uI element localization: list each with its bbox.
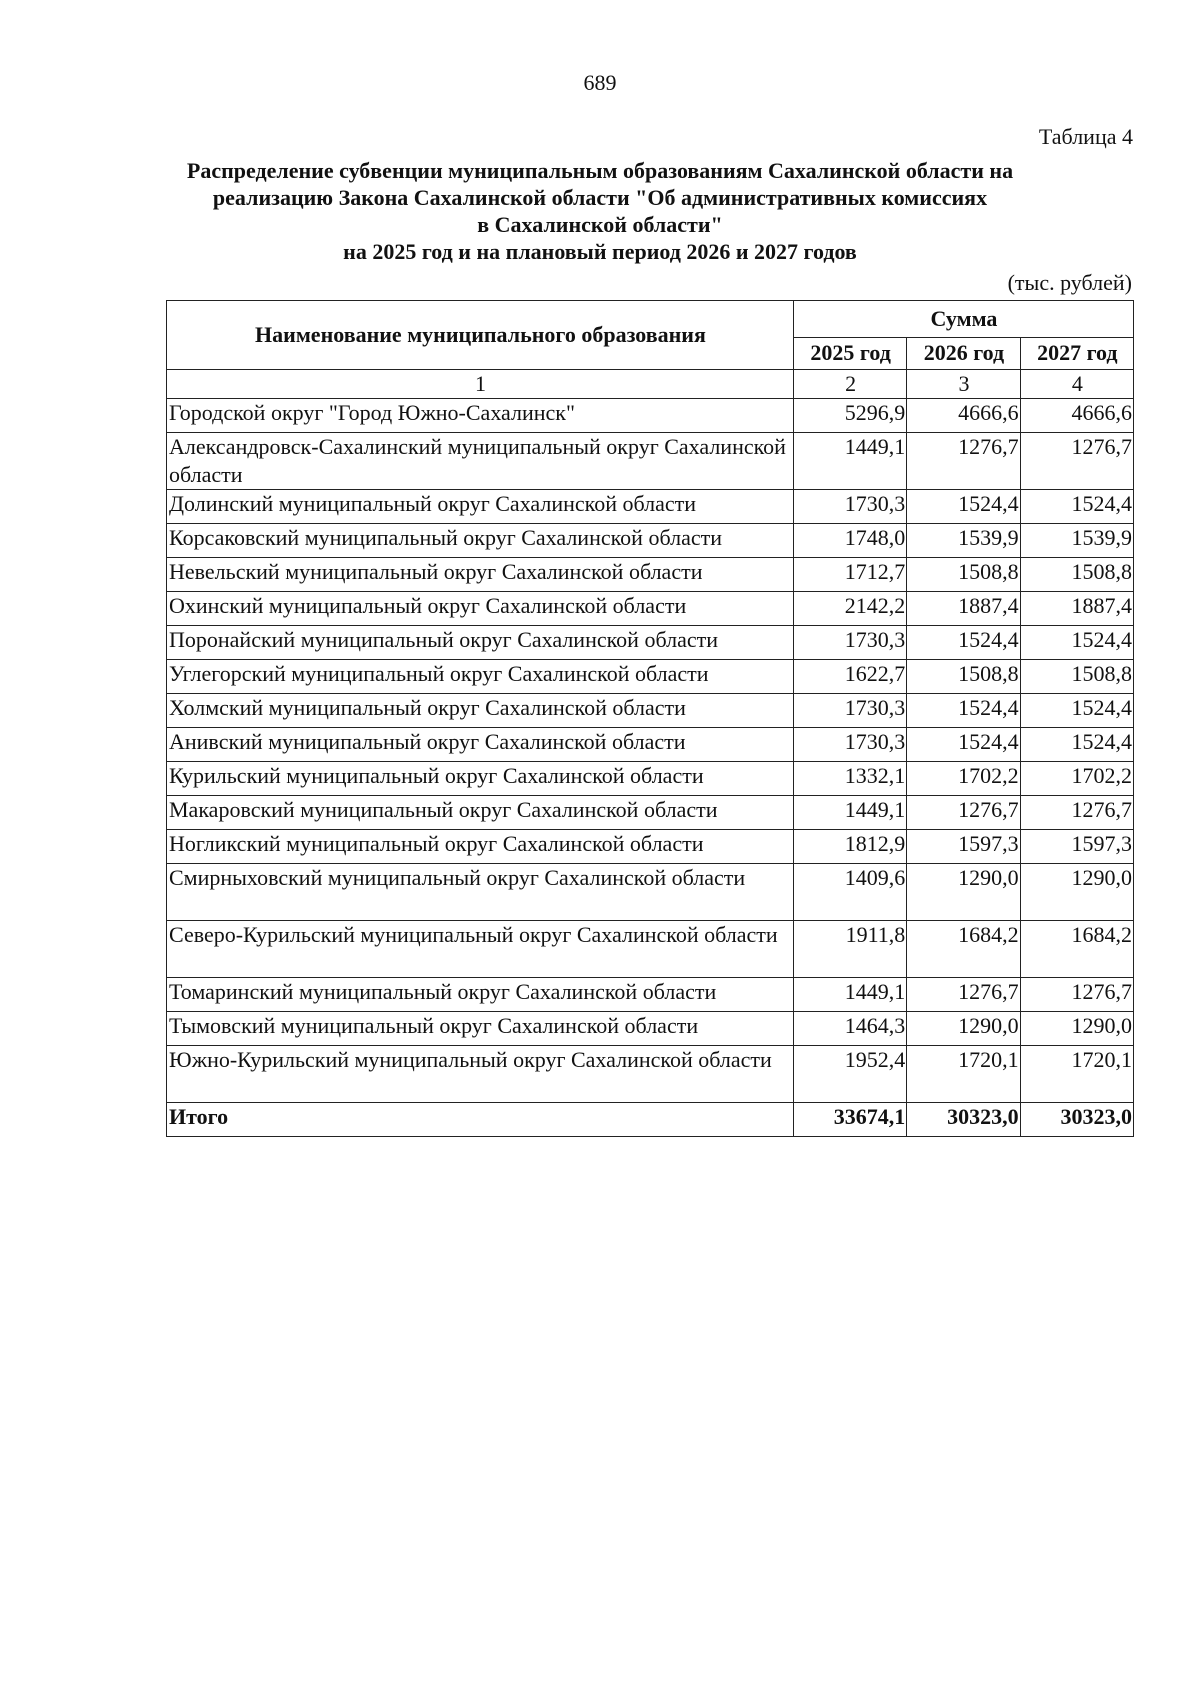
total-2026: 30323,0: [907, 1103, 1020, 1137]
value-2025: 2142,2: [793, 592, 906, 626]
value-2025: 1464,3: [793, 1012, 906, 1046]
value-2026: 1290,0: [907, 1012, 1020, 1046]
value-2027: 1508,8: [1020, 558, 1133, 592]
header-sum: Сумма: [793, 301, 1133, 338]
header-year-2025: 2025 год: [793, 337, 906, 369]
total-2025: 33674,1: [793, 1103, 906, 1137]
municipality-name: Смирныховский муниципальный округ Сахалинской области: [167, 864, 794, 921]
document-title: [150, 157, 1050, 265]
value-2026: 1887,4: [907, 592, 1020, 626]
value-2025: 1748,0: [793, 524, 906, 558]
value-2026: 1508,8: [907, 558, 1020, 592]
value-2025: 1730,3: [793, 490, 906, 524]
municipality-name: Ногликский муниципальный округ Сахалинской области: [167, 830, 794, 864]
value-2027: 1702,2: [1020, 762, 1133, 796]
units-label: (тыс. рублей): [1007, 270, 1132, 295]
value-2027: 1524,4: [1020, 626, 1133, 660]
title-line: реализацию Закона Сахалинской области "Об административных комиссиях: [212, 185, 988, 210]
value-2027: 1276,7: [1020, 978, 1133, 1012]
table-row: [167, 1046, 1134, 1103]
value-2027: 1276,7: [1020, 433, 1133, 490]
municipality-name: Охинский муниципальный округ Сахалинской области: [167, 592, 794, 626]
column-number: 1: [167, 370, 794, 399]
value-2027: 1539,9: [1020, 524, 1133, 558]
municipality-name: Томаринский муниципальный округ Сахалинской области: [167, 978, 794, 1012]
municipality-name: Анивский муниципальный округ Сахалинской области: [167, 728, 794, 762]
table-row: [167, 399, 1134, 433]
total-row: [167, 1103, 1134, 1137]
municipality-name: Холмский муниципальный округ Сахалинской области: [167, 694, 794, 728]
value-2025: 1911,8: [793, 921, 906, 978]
value-2025: 1409,6: [793, 864, 906, 921]
value-2026: 1508,8: [907, 660, 1020, 694]
table-row: [167, 524, 1134, 558]
title-line: в Сахалинской области": [477, 212, 723, 237]
table-row: [167, 921, 1134, 978]
value-2027: 1524,4: [1020, 728, 1133, 762]
municipality-name: Курильский муниципальный округ Сахалинской области: [167, 762, 794, 796]
value-2027: 1887,4: [1020, 592, 1133, 626]
value-2027: 1524,4: [1020, 490, 1133, 524]
municipality-name: Невельский муниципальный округ Сахалинской области: [167, 558, 794, 592]
value-2027: 1597,3: [1020, 830, 1133, 864]
table-row: [167, 728, 1134, 762]
table-row: [167, 490, 1134, 524]
table-row: [167, 796, 1134, 830]
value-2025: 1812,9: [793, 830, 906, 864]
value-2027: 4666,6: [1020, 399, 1133, 433]
municipality-name: Городской округ "Город Южно-Сахалинск": [167, 399, 794, 433]
value-2025: 1730,3: [793, 626, 906, 660]
municipality-name: Южно-Курильский муниципальный округ Сахалинской области: [167, 1046, 794, 1103]
municipality-name: Макаровский муниципальный округ Сахалинской области: [167, 796, 794, 830]
value-2027: 1276,7: [1020, 796, 1133, 830]
header-year-2027: 2027 год: [1020, 337, 1133, 369]
value-2025: 1730,3: [793, 694, 906, 728]
table-row: [167, 660, 1134, 694]
municipality-name: Северо-Курильский муниципальный округ Сахалинской области: [167, 921, 794, 978]
table-row: [167, 762, 1134, 796]
value-2027: 1684,2: [1020, 921, 1133, 978]
value-2026: 4666,6: [907, 399, 1020, 433]
total-2027: 30323,0: [1020, 1103, 1133, 1137]
value-2027: 1290,0: [1020, 864, 1133, 921]
value-2027: 1524,4: [1020, 694, 1133, 728]
value-2026: 1702,2: [907, 762, 1020, 796]
page-number: 689: [583, 70, 617, 95]
municipality-name: Долинский муниципальный округ Сахалинской области: [167, 490, 794, 524]
column-number: 2: [793, 370, 906, 399]
table-row: [167, 694, 1134, 728]
value-2026: 1276,7: [907, 978, 1020, 1012]
value-2025: 5296,9: [793, 399, 906, 433]
value-2026: 1597,3: [907, 830, 1020, 864]
table-row: [167, 864, 1134, 921]
municipality-name: Тымовский муниципальный округ Сахалинской области: [167, 1012, 794, 1046]
table-row: [167, 626, 1134, 660]
table-row: [167, 592, 1134, 626]
title-line: на 2025 год и на плановый период 2026 и 2027 годов: [343, 239, 857, 264]
municipality-name: Поронайский муниципальный округ Сахалинской области: [167, 626, 794, 660]
value-2026: 1684,2: [907, 921, 1020, 978]
value-2026: 1524,4: [907, 728, 1020, 762]
value-2026: 1524,4: [907, 490, 1020, 524]
value-2026: 1524,4: [907, 626, 1020, 660]
value-2026: 1276,7: [907, 796, 1020, 830]
table-row: [167, 1012, 1134, 1046]
title-line: Распределение субвенции муниципальным образованиям Сахалинской области на: [186, 158, 1014, 183]
subsidy-table: [166, 300, 1134, 1137]
total-label: Итого: [167, 1103, 794, 1137]
value-2025: 1952,4: [793, 1046, 906, 1103]
value-2026: 1290,0: [907, 864, 1020, 921]
value-2025: 1449,1: [793, 433, 906, 490]
value-2025: 1712,7: [793, 558, 906, 592]
municipality-name: Углегорский муниципальный округ Сахалинской области: [167, 660, 794, 694]
value-2025: 1332,1: [793, 762, 906, 796]
municipality-name: Корсаковский муниципальный округ Сахалинской области: [167, 524, 794, 558]
value-2027: 1720,1: [1020, 1046, 1133, 1103]
value-2025: 1449,1: [793, 978, 906, 1012]
table-label: Таблица 4: [1038, 124, 1133, 149]
header-year-2026: 2026 год: [907, 337, 1020, 369]
header-name: Наименование муниципального образования: [167, 301, 794, 370]
value-2026: 1276,7: [907, 433, 1020, 490]
column-number: 3: [907, 370, 1020, 399]
table-row: [167, 433, 1134, 490]
column-number: 4: [1020, 370, 1133, 399]
value-2027: 1508,8: [1020, 660, 1133, 694]
value-2025: 1622,7: [793, 660, 906, 694]
value-2026: 1720,1: [907, 1046, 1020, 1103]
value-2025: 1449,1: [793, 796, 906, 830]
municipality-name: Александровск-Сахалинский муниципальный округ Сахалинской области: [167, 433, 794, 490]
value-2026: 1524,4: [907, 694, 1020, 728]
table-row: [167, 830, 1134, 864]
value-2025: 1730,3: [793, 728, 906, 762]
value-2027: 1290,0: [1020, 1012, 1133, 1046]
value-2026: 1539,9: [907, 524, 1020, 558]
table-row: [167, 558, 1134, 592]
table-row: [167, 978, 1134, 1012]
